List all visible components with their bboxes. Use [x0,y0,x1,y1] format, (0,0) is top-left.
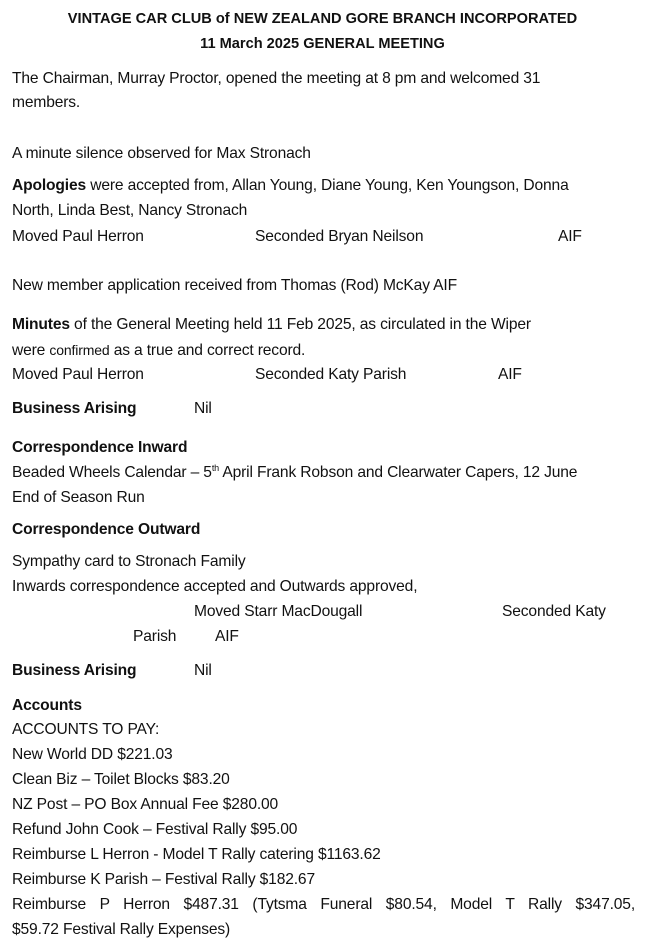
calendar-text-cont: April Frank Robson and Clearwater Capers, 12 June [219,464,578,481]
apologies-seconded: Seconded Bryan Neilson [255,228,424,245]
account-item: Reimburse P Herron $487.31 (Tytsma Funeral $80.54, Model T Rally $347.05, [12,896,635,913]
correspondence-outward-line-1: Sympathy card to Stronach Family [12,553,246,570]
account-item: Refund John Cook – Festival Rally $95.00 [12,821,298,838]
minutes-moved: Moved Paul Herron [12,366,144,383]
minutes-text: of the General Meeting held 11 Feb 2025, as circulated in the Wiper [69,316,531,333]
correspondence-seconded-cont: Parish [133,628,177,645]
business-arising-1 [12,397,635,421]
correspondence-outward-heading: Correspondence Outward [12,521,201,538]
apologies-aif: AIF [558,228,582,245]
apologies-line-2: North, Linda Best, Nancy Stronach [12,202,248,219]
meeting-date-heading: 11 March 2025 GENERAL MEETING [200,36,445,52]
minutes-aif: AIF [498,366,522,383]
business-arising-1-value: Nil [194,400,212,417]
account-item: New World DD $221.03 [12,746,173,763]
apologies-label: Apologies [12,177,87,194]
account-item: Reimburse K Parish – Festival Rally $182.67 [12,871,315,888]
apologies-line-1 [12,174,635,198]
minutes-record: as a true and correct record. [109,342,306,359]
account-item: NZ Post – PO Box Annual Fee $280.00 [12,796,279,813]
business-arising-2-value: Nil [194,662,212,679]
correspondence-inward-line-2: End of Season Run [12,489,145,506]
account-item: Clean Biz – Toilet Blocks $83.20 [12,771,230,788]
correspondence-aif: AIF [215,628,239,645]
document-title: VINTAGE CAR CLUB of NEW ZEALAND GORE BRANCH INCORPORATED [67,11,578,27]
business-arising-2 [12,659,635,683]
correspondence-inward-line-1 [12,461,635,485]
minutes-label: Minutes [12,316,70,333]
ordinal-suffix: th [211,462,220,473]
apologies-motion [12,225,635,249]
minutes-motion [12,363,635,387]
account-item: Reimburse L Herron - Model T Rally catering $1163.62 [12,846,381,863]
minutes-line-2 [12,338,635,363]
accounts-heading: Accounts [12,697,82,714]
correspondence-inward-heading: Correspondence Inward [12,439,188,456]
correspondence-outward-line-2: Inwards correspondence accepted and Outwards approved, [12,578,418,595]
minutes-line-1 [12,313,635,337]
minutes-confirmed: confirmed [49,342,110,358]
opening-line-1: The Chairman, Murray Proctor, opened the meeting at 8 pm and welcomed 31 [12,70,541,87]
minutes-seconded: Seconded Katy Parish [255,366,407,383]
correspondence-seconded: Seconded Katy [502,603,606,620]
minutes-were: were [12,342,50,359]
correspondence-moved: Moved Starr MacDougall [194,603,363,620]
account-item: $59.72 Festival Rally Expenses) [12,921,231,938]
new-member-application: New member application received from Thomas (Rod) McKay AIF [12,277,457,294]
business-arising-2-label: Business Arising [12,662,137,679]
apologies-text: were accepted from, Allan Young, Diane Young, Ken Youngson, Donna [86,177,569,194]
business-arising-1-label: Business Arising [12,400,137,417]
accounts-to-pay: ACCOUNTS TO PAY: [12,721,160,738]
apologies-moved: Moved Paul Herron [12,228,144,245]
minute-silence: A minute silence observed for Max Stronach [12,145,311,162]
opening-line-2: members. [12,94,81,111]
calendar-text: Beaded Wheels Calendar – 5 [12,464,212,481]
